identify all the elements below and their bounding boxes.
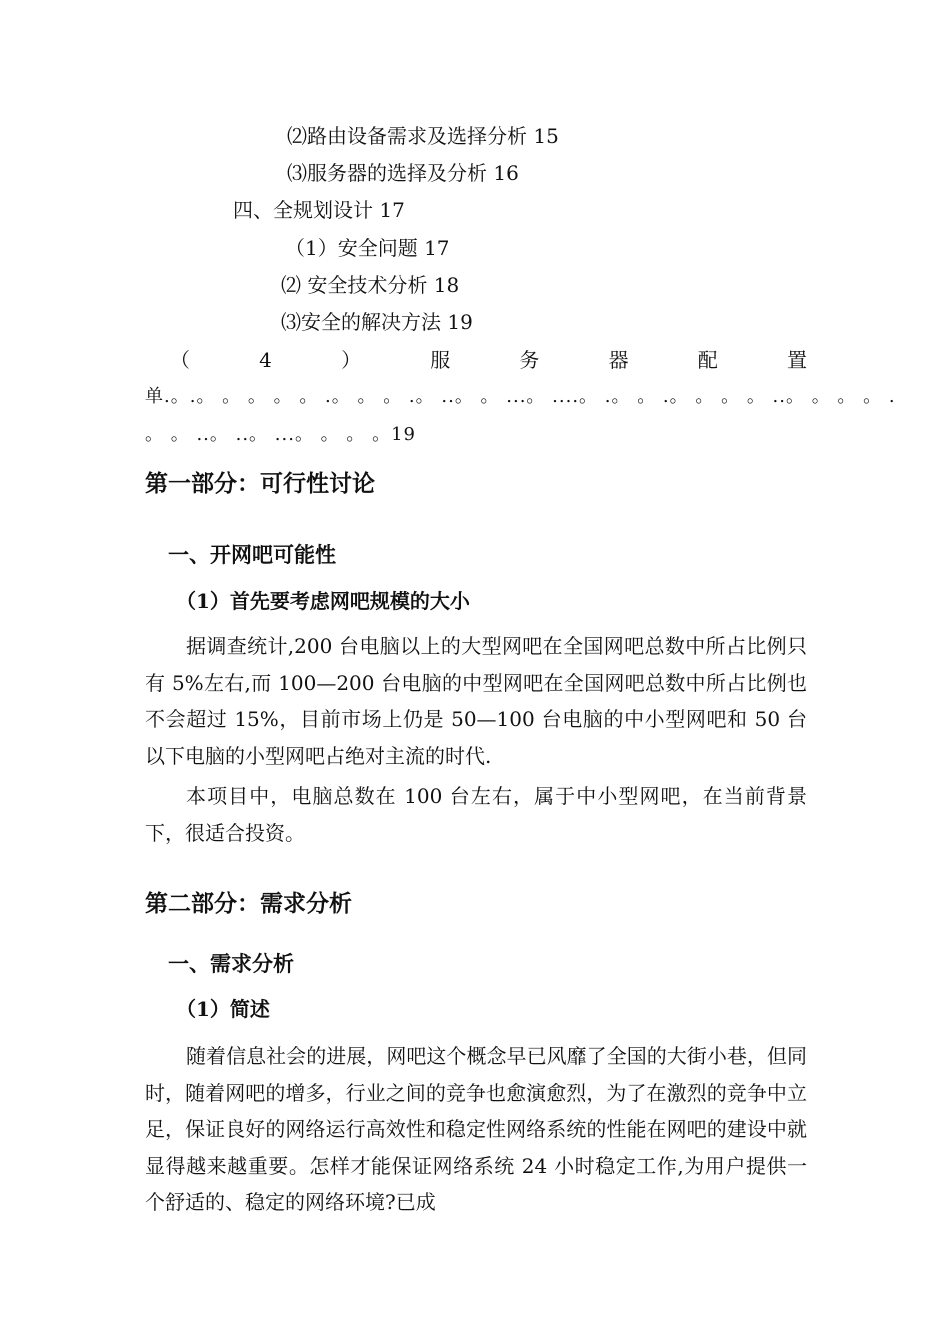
part2-sub1-heading: （1）简述 — [176, 997, 270, 1021]
part1-paragraph-1: 据调查统计,200 台电脑以上的大型网吧在全国网吧总数中所占比例只有 5%左右,而 100—200 台电脑的中型网吧在全国网吧总数中所占比例也不会超过 15%，目前市场上仍是 50—100 台电脑的中小型网吧和 50 台以下电脑的小型网吧占绝对主流的时代. — [145, 634, 807, 768]
toc-item-4-4-part: 配 — [697, 348, 718, 372]
toc-item-4-4-part: 器 — [608, 348, 629, 372]
toc-item-4-4-part: ） — [341, 348, 362, 372]
toc-item-4-4-line1 — [170, 345, 807, 375]
toc-item-4-2: ⑵ 安全技术分析 18 — [281, 273, 460, 297]
toc-item-4-4-part: 服 — [430, 348, 451, 372]
toc-item-4-3: ⑶安全的解决方法 19 — [281, 310, 473, 334]
toc-item-4-4-line3: 。 。 ..。 ..。 ...。 。 。 。19 — [145, 424, 417, 445]
part1-sub1-heading: （1）首先要考虑网吧规模的大小 — [176, 589, 470, 613]
part1-title: 第一部分：可行性讨论 — [145, 470, 375, 497]
toc-item-4-4-part: 置 — [786, 348, 807, 372]
toc-item-4-1: （1）安全问题 17 — [285, 236, 450, 260]
toc-item-4-4-part: 4 — [259, 348, 272, 372]
toc-item-2-3: ⑶服务器的选择及分析 16 — [287, 161, 519, 185]
part2-title: 第二部分：需求分析 — [145, 890, 352, 917]
part2-paragraph-1: 随着信息社会的进展，网吧这个概念早已风靡了全国的大街小巷，但同时，随着网吧的增多，行业之间的竞争也愈演愈烈，为了在激烈的竞争中立足，保证良好的网络运行高效性和稳定性网络系统的性能在网吧的建设中就显得越来越重要。怎样才能保证网络系统 24 小时稳定工作,为用户提供一个舒适的、稳定的网络环境?已成 — [145, 1044, 807, 1215]
part1-paragraph-2: 本项目中，电脑总数在 100 台左右，属于中小型网吧，在当前背景下，很适合投资。 — [145, 784, 807, 845]
toc-item-4-4-line2: 单.。.。 。 。 。 。 .。 。 。 .。 ..。 。 ...。 ....。 .。 。 .。 。 。 。 ..。 。 。 。 . — [145, 386, 896, 407]
toc-section-4: 四、全规划设计 17 — [233, 198, 405, 222]
toc-item-4-4-part: 务 — [519, 348, 540, 372]
part2-section1-heading: 一、需求分析 — [168, 951, 294, 976]
toc-item-4-4-part: （ — [170, 348, 190, 372]
toc-item-2-2: ⑵路由设备需求及选择分析 15 — [287, 124, 559, 148]
part1-section1-heading: 一、开网吧可能性 — [168, 542, 336, 567]
